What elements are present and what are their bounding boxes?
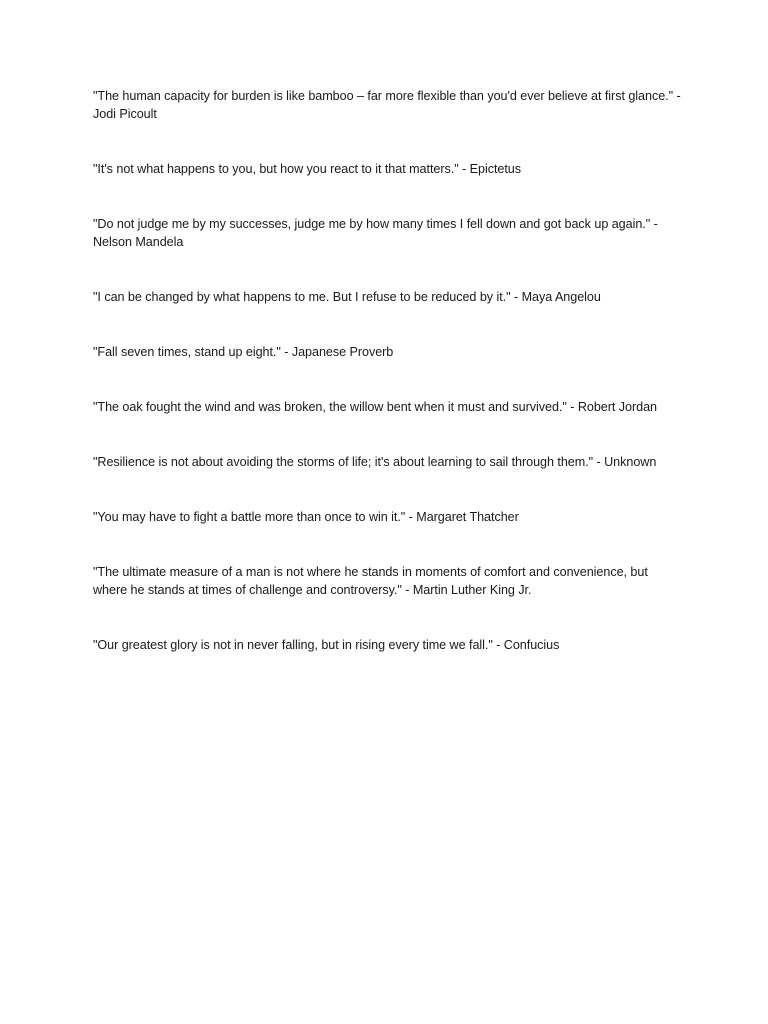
quote-paragraph: "Resilience is not about avoiding the storms of life; it's about learning to sail through them." - Unknown xyxy=(93,455,657,469)
quote-paragraph: "It's not what happens to you, but how you react to it that matters." - Epictetus xyxy=(93,162,522,176)
quote-paragraph: "You may have to fight a battle more than once to win it." - Margaret Thatcher xyxy=(93,510,519,524)
quote-list xyxy=(93,87,683,691)
quote-paragraph: "Our greatest glory is not in never falling, but in rising every time we fall." - Confucius xyxy=(93,638,560,652)
quote-paragraph: "Fall seven times, stand up eight." - Japanese Proverb xyxy=(93,345,394,359)
quote-paragraph: "Do not judge me by my successes, judge me by how many times I fell down and got back up again." - Nelson Mandela xyxy=(93,217,658,249)
quote-paragraph: "I can be changed by what happens to me. But I refuse to be reduced by it." - Maya Angelou xyxy=(93,290,601,304)
quote-paragraph: "The human capacity for burden is like bamboo – far more flexible than you'd ever believe at first glance." - Jodi Picoult xyxy=(93,89,681,121)
quote-paragraph: "The ultimate measure of a man is not where he stands in moments of comfort and convenience, but where he stands at times of challenge and controversy." - Martin Luther King Jr. xyxy=(93,565,648,597)
quote-paragraph: "The oak fought the wind and was broken, the willow bent when it must and survived." - Robert Jordan xyxy=(93,400,657,414)
